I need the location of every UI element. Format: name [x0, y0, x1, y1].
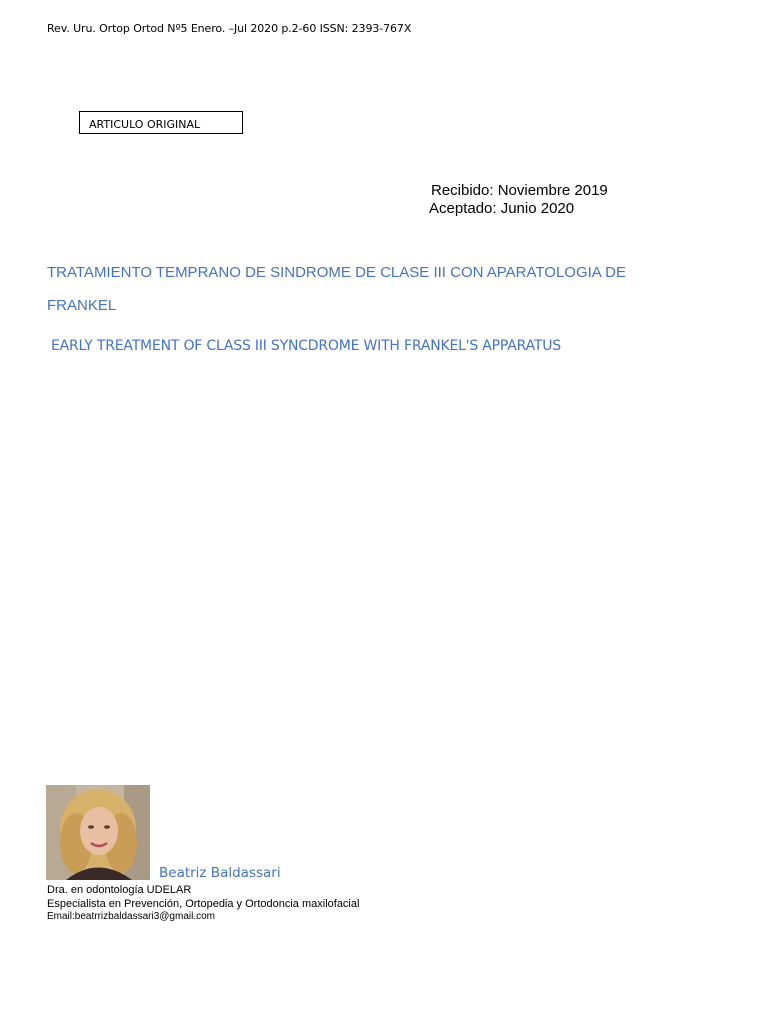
- author-portrait-icon: [46, 785, 150, 880]
- journal-citation: Rev. Uru. Ortop Ortod Nº5 Enero. –Jul 2020 p.2-60 ISSN: 2393-767X: [47, 22, 412, 35]
- author-name: Beatriz Baldassari: [159, 865, 281, 881]
- title-english: EARLY TREATMENT OF CLASS III SYNCDROME WITH FRANKEL'S APPARATUS: [51, 338, 561, 354]
- article-dates: [429, 182, 608, 217]
- article-type-label: ARTICULO ORIGINAL: [79, 111, 243, 134]
- received-date: Recibido: Noviembre 2019: [431, 182, 608, 199]
- title-spanish: TRATAMIENTO TEMPRANO DE SINDROME DE CLASE III CON APARATOLOGIA DE FRANKEL: [47, 264, 626, 314]
- accepted-date: Aceptado: Junio 2020: [429, 199, 575, 217]
- author-specialty: Especialista en Prevención, Ortopedia y Ortodoncia maxilofacial: [47, 898, 360, 910]
- author-affiliation: [47, 883, 359, 923]
- author-photo: [46, 785, 150, 880]
- author-email[interactable]: Email:beatrrizbaldassari3@gmail.com: [47, 911, 215, 922]
- author-degree: Dra. en odontología UDELAR: [47, 884, 192, 896]
